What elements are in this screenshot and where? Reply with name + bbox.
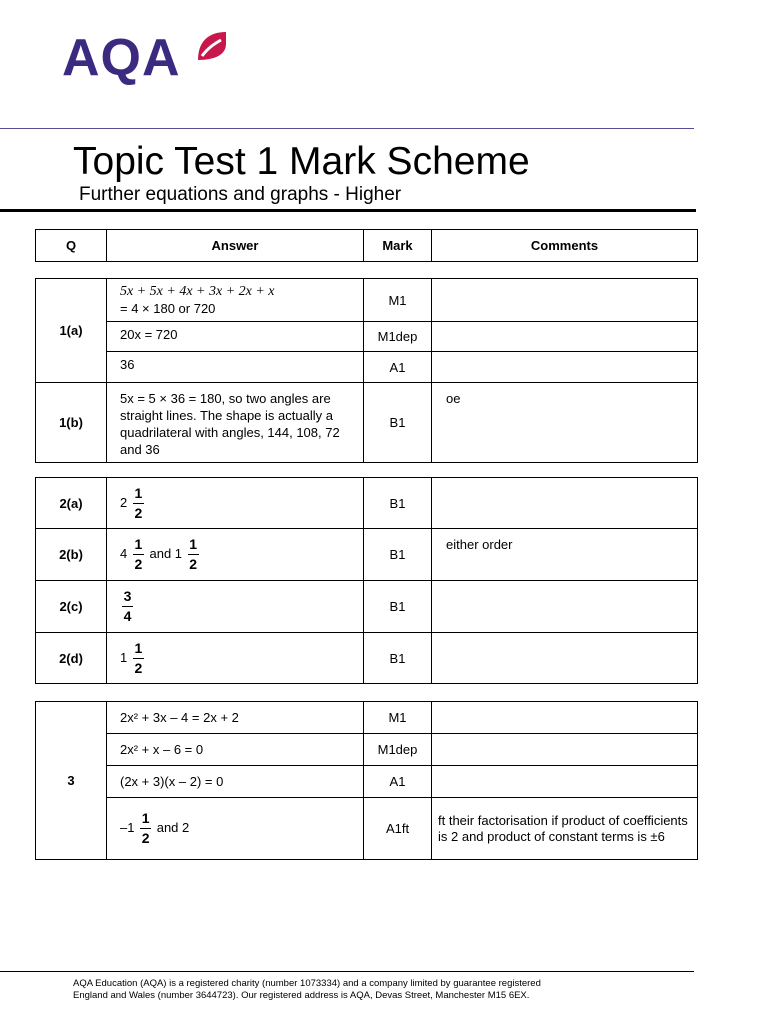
comment-cell: oe: [432, 383, 698, 463]
answer-text: 36: [120, 357, 135, 372]
answer-cell: [107, 702, 364, 734]
table-row: [36, 734, 698, 766]
question-label: 2(d): [36, 633, 107, 684]
answer-whole: 4: [120, 545, 128, 561]
table-row: [36, 633, 698, 684]
answer-cell: [107, 322, 364, 352]
mark-cell: B1: [364, 581, 432, 633]
logo-text: AQA: [62, 29, 181, 87]
comment-cell: [432, 478, 698, 529]
question-label: 1(b): [36, 383, 107, 463]
table-row: [36, 279, 698, 322]
answer-cell: [107, 529, 364, 581]
table-row: [36, 352, 698, 383]
answer-cell: [107, 352, 364, 383]
col-mark-header: Mark: [364, 230, 432, 262]
comment-cell: [432, 352, 698, 383]
question-2-table: [35, 477, 698, 684]
answer-cell: [107, 383, 364, 463]
denominator: 2: [189, 556, 198, 572]
comment-cell: [432, 279, 698, 322]
mark-cell: B1: [364, 529, 432, 581]
numerator: 1: [134, 484, 143, 501]
mark-cell: M1: [364, 702, 432, 734]
table-row: [36, 478, 698, 529]
answer-whole: 2: [120, 494, 128, 510]
comment-cell: either order: [432, 529, 698, 581]
answer-text: and 1: [149, 545, 183, 561]
answer-cell: [107, 798, 364, 860]
table-row: [36, 798, 698, 860]
fraction: [133, 485, 144, 522]
answer-cell: [107, 734, 364, 766]
mark-cell: B1: [364, 383, 432, 463]
numerator: 1: [141, 810, 150, 826]
footer-rule: [0, 971, 694, 972]
table-row: [36, 766, 698, 798]
answer-expression: (2x + 3)(x – 2) = 0: [120, 774, 224, 789]
title-rule: [0, 209, 696, 212]
mark-cell: M1dep: [364, 734, 432, 766]
fraction: [140, 810, 151, 847]
question-3-table: [35, 701, 698, 860]
table-row: [36, 702, 698, 734]
comment-cell: [432, 322, 698, 352]
page-title: Topic Test 1 Mark Scheme: [73, 140, 530, 183]
table-row: [36, 581, 698, 633]
numerator: 1: [189, 536, 198, 552]
answer-cell: [107, 633, 364, 684]
table-row: [36, 322, 698, 352]
answer-text: 20x = 720: [120, 327, 178, 342]
denominator: 2: [141, 830, 150, 846]
footer-line: AQA Education (AQA) is a registered charity (number 1073334) and a company limited by guarantee registered: [73, 978, 541, 989]
mark-cell: M1: [364, 279, 432, 322]
denominator: 2: [134, 504, 143, 521]
question-label: 2(c): [36, 581, 107, 633]
comment-cell: [432, 766, 698, 798]
answer-text: and 2: [156, 819, 190, 835]
fraction: [133, 536, 144, 573]
aqa-logo: [62, 30, 228, 86]
answer-expression: 2x² + 3x – 4 = 2x + 2: [120, 710, 239, 725]
denominator: 2: [134, 659, 143, 676]
question-label: 2(b): [36, 529, 107, 581]
answer-expression: 2x² + x – 6 = 0: [120, 742, 204, 757]
col-comments-header: Comments: [432, 230, 698, 262]
answer-text: 5x = 5 × 36 = 180, so two angles are straight lines. The shape is actually a quadrilateral with angles, 144, 108, 72 and 36: [120, 391, 340, 457]
numerator: 3: [123, 588, 132, 604]
fraction: [122, 588, 133, 625]
mark-cell: B1: [364, 633, 432, 684]
question-label: 3: [36, 702, 107, 860]
mark-cell: M1dep: [364, 322, 432, 352]
answer-text: = 4 × 180 or 720: [120, 301, 216, 316]
question-1-table: [35, 278, 698, 463]
fraction: [188, 536, 199, 573]
comment-cell: [432, 702, 698, 734]
column-header-table: [35, 229, 698, 262]
comment-cell: [432, 633, 698, 684]
numerator: 1: [134, 536, 143, 552]
footer-text: [73, 978, 613, 1002]
logo-leaf-icon: [194, 30, 228, 62]
comment-cell: ft their factorisation if product of coefficients is 2 and product of constant terms is ±6: [432, 798, 698, 860]
fraction: [133, 640, 144, 677]
col-q-header: Q: [36, 230, 107, 262]
question-label: 1(a): [36, 279, 107, 383]
mark-cell: B1: [364, 478, 432, 529]
denominator: 4: [123, 608, 132, 624]
denominator: 2: [134, 556, 143, 572]
mark-cell: A1ft: [364, 798, 432, 860]
numerator: 1: [134, 639, 143, 656]
header-rule: [0, 128, 694, 129]
answer-cell: [107, 581, 364, 633]
answer-cell: [107, 766, 364, 798]
answer-cell: [107, 478, 364, 529]
question-label: 2(a): [36, 478, 107, 529]
table-row: [36, 383, 698, 463]
mark-cell: A1: [364, 352, 432, 383]
page-subtitle: Further equations and graphs - Higher: [79, 184, 402, 205]
table-row: [36, 529, 698, 581]
comment-cell: [432, 734, 698, 766]
answer-expression: 5x + 5x + 4x + 3x + 2x + x: [120, 284, 275, 299]
comment-cell: [432, 581, 698, 633]
answer-cell: [107, 279, 364, 322]
col-answer-header: Answer: [107, 230, 364, 262]
answer-whole: –1: [120, 819, 135, 835]
answer-whole: 1: [120, 649, 128, 665]
footer-line: England and Wales (number 3644723). Our registered address is AQA, Devas Street, Manchester M15 6EX.: [73, 990, 530, 1001]
mark-cell: A1: [364, 766, 432, 798]
